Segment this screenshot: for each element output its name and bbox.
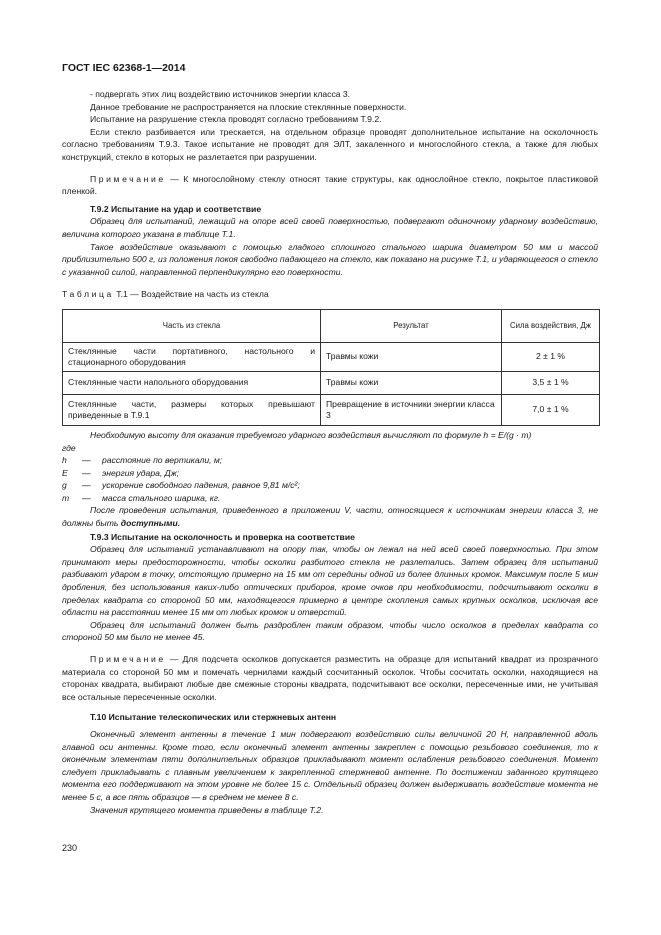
page-number: 230 <box>62 843 78 853</box>
table-cell: 7,0 ± 1 % <box>502 394 600 425</box>
symbol: g <box>62 480 67 491</box>
document-body <box>62 88 598 816</box>
table-cell: Травмы кожи <box>321 371 502 394</box>
paragraph: Испытание на разрушение стекла проводят согласно требованиям Т.9.2. <box>90 114 382 125</box>
table-cell: Превращение в источники энергии класса 3 <box>321 394 502 425</box>
paragraph-text: После проведения испытания, приведенного в приложении V, части, относящиеся к источникам энергии класса 3, не должны быть <box>62 505 598 529</box>
paragraph: Такое воздействие оказывают с помощью гладкого сплошного стального шарика диаметром 50 мм и массой приблизительно 500 г, из положения покоя свободно падающего на стекло, как показано на рисунке Т.1, и ударяющегося о стекло с указанной силой, направленной перпендикулярно его поверхности. <box>62 241 598 277</box>
paragraph: Образец для испытаний должен быть раздроблен таким образом, чтобы число осколков в пределах квадрата со стороной 50 мм было не менее 45. <box>62 619 598 643</box>
definition: ускорение свободного падения, равное 9,81 м/с²; <box>102 480 300 491</box>
table-row <box>63 394 600 425</box>
note-text: — К многослойному стеклу относят такие структуры, как однослойное стекло, покрытое пластиковой пленкой. <box>62 173 598 197</box>
paragraph: Образец для испытаний устанавливают на опору так, чтобы он лежал на ней всей своей поверхностью. При этом принимают меры предосторожности, чтобы осколки разбитого стекла не разлетались. Затем образец для испытаний разбивают ударом в точку, отстоящую примерно на 15 мм от середины одной из более длинных кромок. Максимум после 5 мин дробления, без использования каких-либо оптических приборов, кроме очков при необходимости, подсчитывают осколки в пределах квадрата со стороной 50 мм, находящегося примерно в центре скопления самых крупных осколков, исключая все области на расстоянии менее 15 мм от любых кромок и отверстий. <box>62 544 598 618</box>
table-header-cell: Сила воздействия, Дж <box>502 309 600 342</box>
table-cell: Стеклянные части, размеры которых превышают приведенные в Т.9.1 <box>63 394 321 425</box>
table-cell: 3,5 ± 1 % <box>502 371 600 394</box>
impact-table <box>62 309 600 426</box>
table-caption-text: Т.1 — Воздействие на часть из стекла <box>113 289 269 300</box>
note <box>62 173 598 198</box>
note-label: Примечание <box>90 654 166 664</box>
dash: — <box>82 492 91 503</box>
section-heading: Т.9.2 Испытание на удар и соответствие <box>90 203 262 214</box>
section-heading: Т.9.3 Испытание на осколочность и проверка на соответствие <box>90 531 355 542</box>
definition-row <box>62 454 598 467</box>
paragraph: Значения крутящего момента приведены в таблице Т.2. <box>90 804 324 815</box>
table-header-cell: Часть из стекла <box>63 309 321 342</box>
where-label: где <box>62 442 76 453</box>
dash: — <box>82 480 91 491</box>
table-row <box>63 342 600 371</box>
dash: — <box>82 455 91 466</box>
table-caption <box>62 288 598 301</box>
table-row <box>63 371 600 394</box>
note-label: Примечание <box>90 173 166 184</box>
definition: масса стального шарика, кг. <box>102 492 221 503</box>
paragraph: Если стекло разбивается или трескается, на отдельном образце проводят дополнительное испытание на осколочность согласно требованиям Т.9.3. Такое испытание не проводят для ЭЛТ, закаленного и многослойного стекла, а также для любых конструкций, стекло в которых не разлетается при разрушении. <box>62 126 598 162</box>
table-cell: Стеклянные части напольного оборудования <box>63 371 321 394</box>
table-cell: 2 ± 1 % <box>502 342 600 371</box>
document-header: ГОСТ IEC 62368-1—2014 <box>62 62 186 74</box>
note <box>62 653 598 703</box>
symbol: h <box>62 455 67 466</box>
table-header-row <box>63 309 600 342</box>
emphasis-text: доступными. <box>120 518 181 529</box>
definition: энергия удара, Дж; <box>102 467 180 478</box>
note-text: — Для подсчета осколков допускается разместить на образце для испытаний квадрат из прозрачного материала со стороной 50 мм и помечать чернилами каждый сосчитанный осколок. Чтобы сосчитать осколки, находящиеся на сторонах квадрата, выбирают любые две смежные стороны квадрата, подсчитывают все осколки, пересеченные ими, не учитывая все остальные пересеченные осколки. <box>62 654 598 702</box>
table-cell: Стеклянные части портативного, настольного и стационарного оборудования <box>63 342 321 371</box>
definition-row <box>62 467 598 480</box>
definition: расстояние по вертикали, м; <box>102 455 223 466</box>
dash: — <box>82 467 91 478</box>
table-label: Таблица <box>62 289 114 300</box>
table-cell: Травмы кожи <box>321 342 502 371</box>
symbol: m <box>62 492 70 503</box>
definition-row <box>62 479 598 492</box>
table-header-cell: Результат <box>321 309 502 342</box>
paragraph <box>62 504 598 529</box>
paragraph: Данное требование не распространяется на плоские стеклянные поверхности. <box>90 101 407 112</box>
symbol: E <box>62 467 68 478</box>
paragraph: Образец для испытаний, лежащий на опоре всей своей поверхностью, подвергают одиночному ударному воздействию, величина которого указана в таблице Т.1. <box>62 216 598 239</box>
paragraph: Оконечный элемент антенны в течение 1 мин подвергают воздействию силы величиной 20 Н, направленной вдоль главной оси антенны. Кроме того, если оконечный элемент антенны закреплен с помощью резьбового соединения, то к оконечным элементам пяти дополнительных образцов прикладывают момент ослабления резьбового соединения. Момент следует прикладывать с плавным увеличением к закрепленной стержневой антенне. По достижении заданного крутящего момента его поддерживают на этом уровне не более 15 с. Отдельный образец должен выдерживать воздействие момента не менее 5 с, а все пять образцов — в среднем не менее 8 с. <box>62 728 598 802</box>
formula-paragraph: Необходимую высоту для оказания требуемого ударного воздействия вычисляют по формуле h = E/(g · m) <box>90 429 532 440</box>
definition-row <box>62 492 598 505</box>
paragraph: - подвергать этих лиц воздействию источников энергии класса 3. <box>90 89 351 99</box>
section-heading: Т.10 Испытание телескопических или стержневых антенн <box>90 712 337 723</box>
